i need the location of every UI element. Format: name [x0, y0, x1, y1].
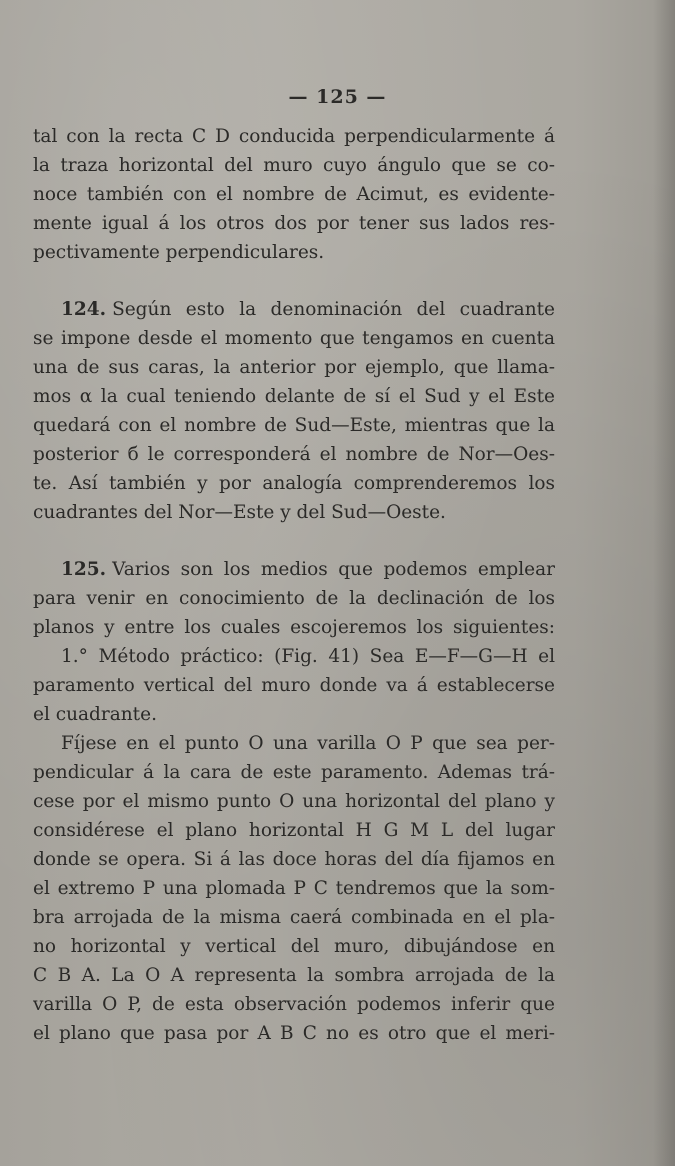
text-line: considérese el plano horizontal H G M L del lugar — [33, 820, 555, 841]
text-line: paramento vertical del muro donde va á establecerse — [33, 675, 555, 696]
text-line: planos y entre los cuales escojeremos los siguientes: — [33, 617, 555, 638]
paragraph-fijese — [33, 729, 555, 1048]
paragraph-number: 124. — [61, 299, 107, 320]
paragraph-metodo-practico — [33, 642, 555, 729]
page-number: — 125 — — [288, 86, 387, 108]
paragraph-124 — [33, 295, 555, 527]
text-line: pectivamente perpendiculares. — [33, 242, 325, 263]
text-line: mos α la cual teniendo delante de sí el Sud y el Este — [33, 386, 555, 407]
text-line: el plano que pasa por A B C no es otro que el meri- — [33, 1023, 555, 1044]
page-edge-shadow — [653, 0, 675, 1166]
body-text — [33, 122, 555, 1048]
text-segment: Varios son los medios que podemos emplear — [112, 559, 555, 580]
text-line: bra arrojada de la misma caerá combinada en el pla- — [33, 907, 555, 928]
text-line: tal con la recta C D conducida perpendicularmente á — [33, 126, 555, 147]
text-line: quedará con el nombre de Sud—Este, mientras que la — [33, 415, 555, 436]
text-line: mente igual á los otros dos por tener sus lados res- — [33, 213, 555, 234]
text-line: cese por el mismo punto O una horizontal del plano y — [33, 791, 555, 812]
text-line: noce también con el nombre de Acimut, es evidente- — [33, 184, 555, 205]
text-line: varilla O P, de esta observación podemos inferir que — [33, 994, 555, 1015]
text-line: una de sus caras, la anterior por ejemplo, que llama- — [33, 357, 555, 378]
text-line: donde se opera. Si á las doce horas del día fijamos en — [33, 849, 555, 870]
text-line: pendicular á la cara de este paramento. Ademas trá- — [33, 762, 555, 783]
text-line: para venir en conocimiento de la declinación de los — [33, 588, 555, 609]
text-segment: Según esto la denominación del cuadrante — [112, 299, 555, 320]
text-line: no horizontal y vertical del muro, dibujándose en — [33, 936, 555, 957]
text-line: cuadrantes del Nor—Este y del Sud—Oeste. — [33, 502, 446, 523]
text-line — [33, 295, 555, 324]
text-line: te. Así también y por analogía comprenderemos los — [33, 473, 555, 494]
text-line: el extremo P una plomada P C tendremos que la som- — [33, 878, 555, 899]
text-line: el cuadrante. — [33, 704, 157, 725]
paragraph-125 — [33, 555, 555, 642]
paragraph-number: 125. — [61, 559, 107, 580]
text-line: Fíjese en el punto O una varilla O P que sea per- — [61, 733, 555, 754]
text-line — [33, 555, 555, 584]
text-line: 1.° Método práctico: (Fig. 41) Sea E—F—G—H el — [61, 646, 555, 667]
text-line: la traza horizontal del muro cuyo ángulo que se co- — [33, 155, 555, 176]
text-line: se impone desde el momento que tengamos en cuenta — [33, 328, 555, 349]
paragraph-continuation — [33, 122, 555, 267]
text-line: C B A. La O A representa la sombra arrojada de la — [33, 965, 555, 986]
text-line: posterior б le corresponderá el nombre de Nor—Oes- — [33, 444, 555, 465]
